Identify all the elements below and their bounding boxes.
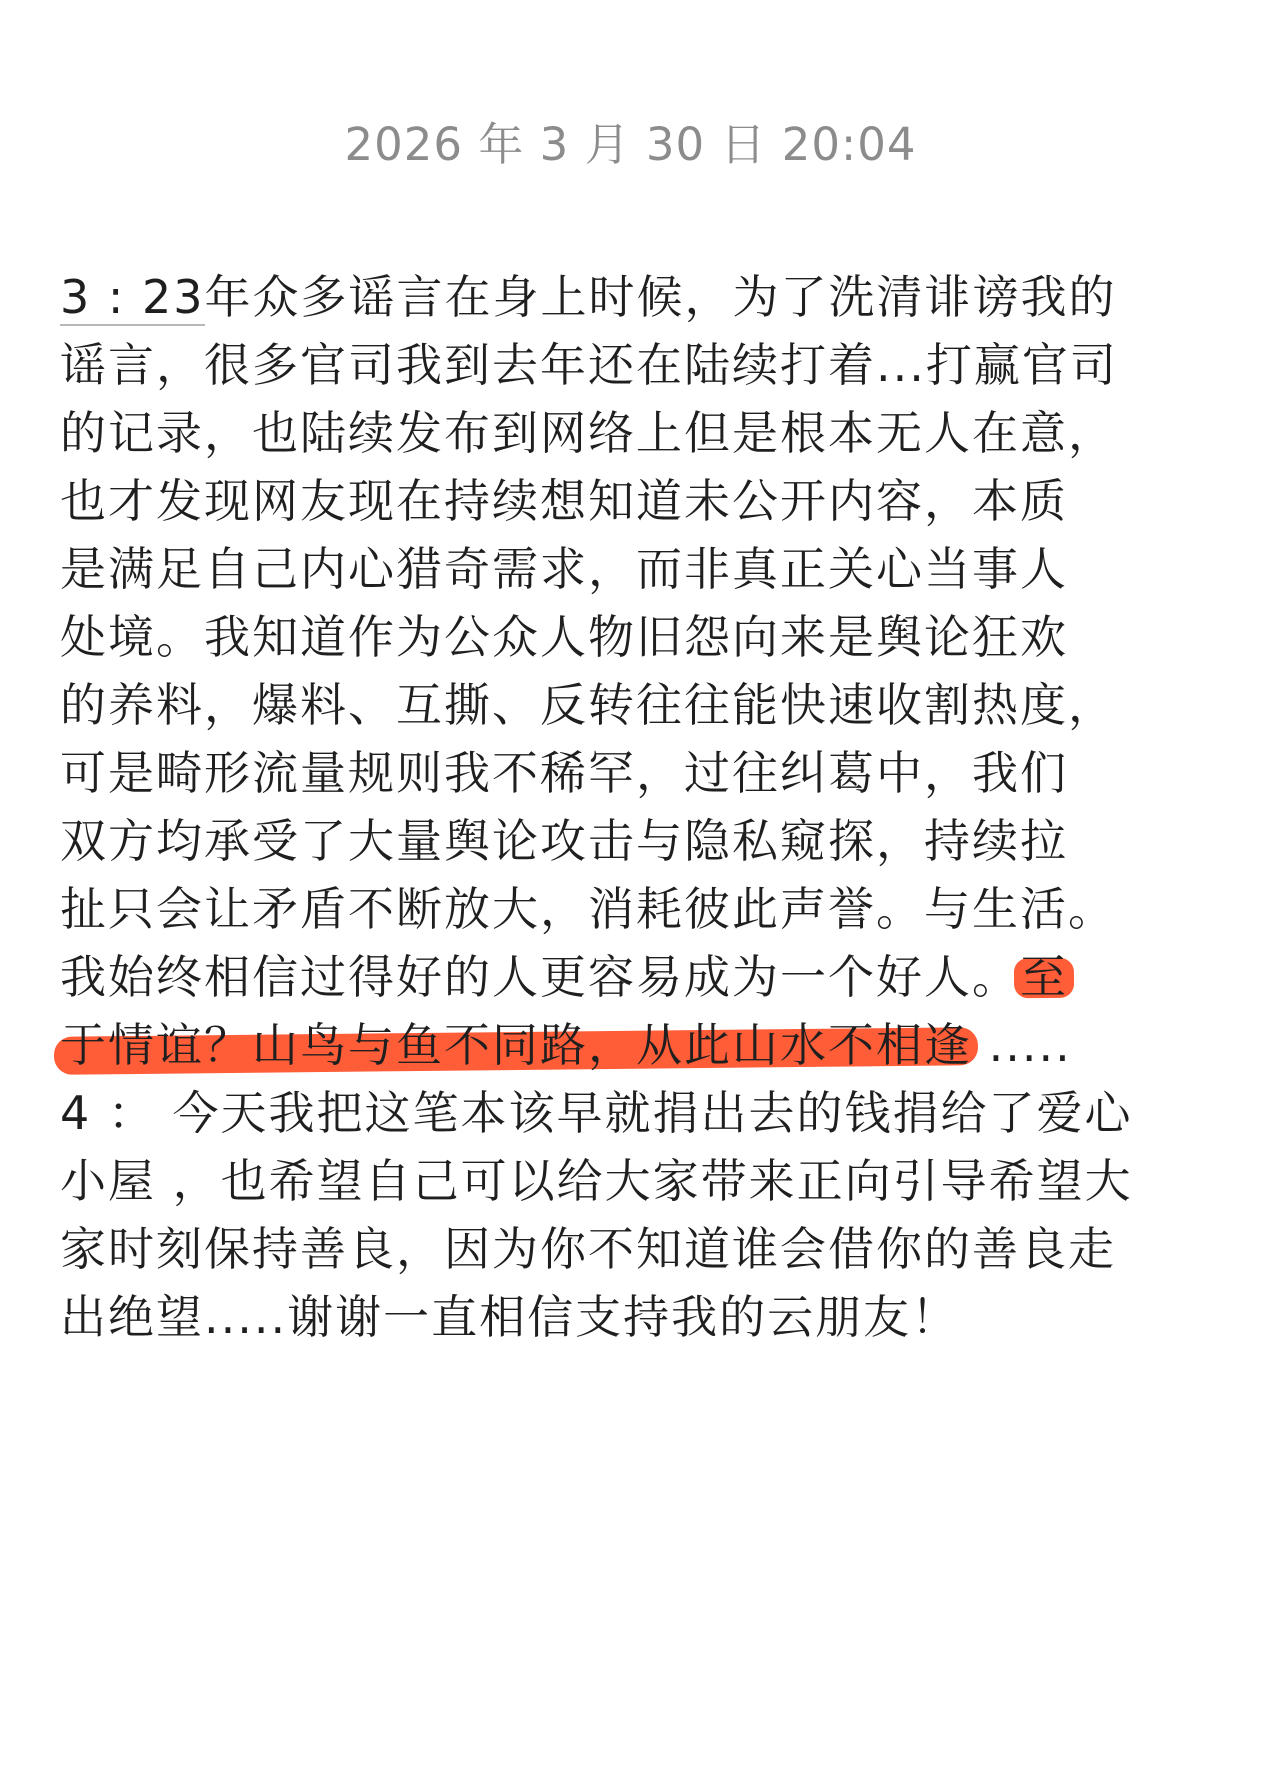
highlight-mark: 至 — [1020, 950, 1068, 1004]
note-line: 是满足自己内心猎奇需求，而非真正关心当事人 — [60, 542, 1068, 596]
note-timestamp: 2026 年 3 月 30 日 20:04 — [344, 118, 917, 171]
date-reference-link[interactable]: 3 : 23 — [60, 270, 205, 324]
note-line-text: 我始终相信过得好的人更容易成为一个好人。 — [60, 950, 1020, 1004]
note-line: 双方均承受了大量舆论攻击与隐私窥探，持续拉 — [60, 814, 1068, 868]
note-line — [60, 262, 1117, 332]
note-line: 处境。我知道作为公众人物旧怨向来是舆论狂欢 — [60, 610, 1068, 664]
highlight-mark: 于情谊？山鸟与鱼不同路，从此山水不相逢 — [60, 1018, 972, 1072]
note-line — [60, 1010, 1072, 1080]
note-line-text: 年众多谣言在身上时候，为了洗清诽谤我的 — [204, 270, 1117, 324]
note-line: 家时刻保持善良，因为你不知道谁会借你的善良走 — [60, 1222, 1116, 1276]
note-line: 小屋 ，也希望自己可以给大家带来正向引导希望大 — [60, 1154, 1133, 1208]
note-line: 扯只会让矛盾不断放大，消耗彼此声誉。与生活。 — [60, 882, 1116, 936]
note-line: 可是畸形流量规则我不稀罕，过往纠葛中，我们 — [60, 746, 1068, 800]
note-line-text: ..... — [972, 1018, 1072, 1072]
note-line: 谣言，很多官司我到去年还在陆续打着...打赢官司 — [60, 338, 1118, 392]
note-line: 出绝望.....谢谢一直相信支持我的云朋友！ — [60, 1290, 960, 1344]
note-line — [60, 942, 1068, 1012]
note-line: 也才发现网友现在持续想知道未公开内容，本质 — [60, 474, 1068, 528]
note-line: 的养料，爆料、互撕、反转往往能快速收割热度， — [60, 678, 1116, 732]
note-line: 4 ： 今天我把这笔本该早就捐出去的钱捐给了爱心 — [60, 1086, 1133, 1140]
note-line: 的记录，也陆续发布到网络上但是根本无人在意， — [60, 406, 1116, 460]
